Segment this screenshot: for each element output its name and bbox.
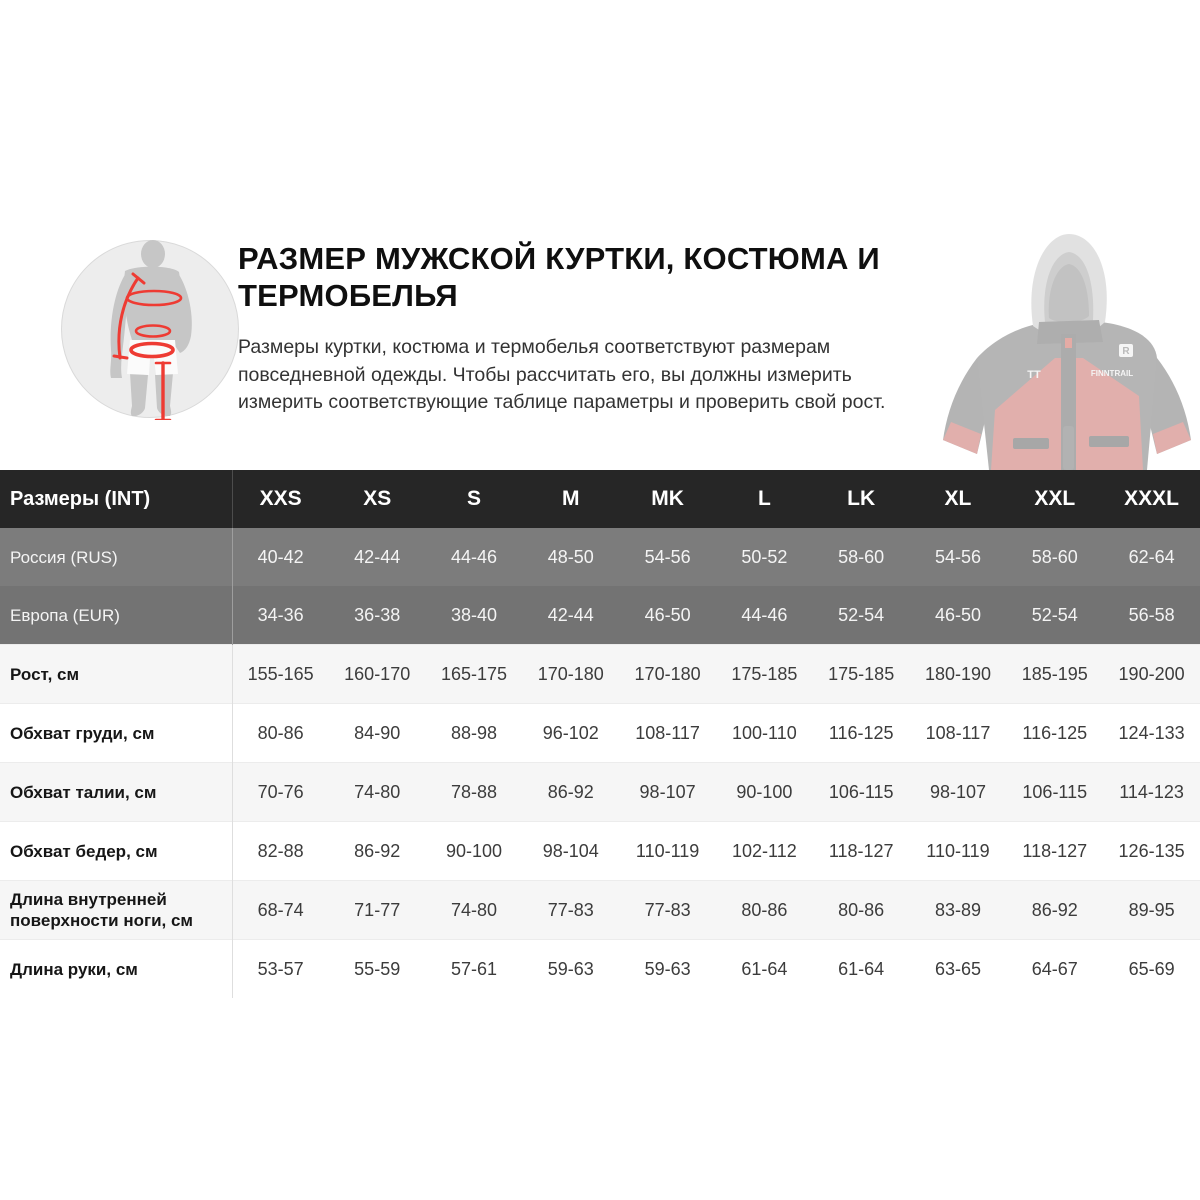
size-value-cell: 185-195 bbox=[1006, 645, 1103, 704]
size-value-cell: 106-115 bbox=[1006, 763, 1103, 822]
table-row bbox=[0, 881, 1200, 940]
size-value-cell: 61-64 bbox=[716, 940, 813, 999]
intro-description: Размеры куртки, костюма и термобелья соответствуют размерам повседневной одежды. Чтобы рассчитать его, вы должны измерить измерить соответствующие таблице параметры и проверить свой рост. bbox=[238, 336, 886, 413]
size-value-cell: 59-63 bbox=[619, 940, 716, 999]
table-row bbox=[0, 763, 1200, 822]
size-value-cell: 63-65 bbox=[910, 940, 1007, 999]
size-value-cell: 114-123 bbox=[1103, 763, 1200, 822]
size-value-cell: 126-135 bbox=[1103, 822, 1200, 881]
body-measurement-icon bbox=[60, 238, 240, 420]
size-value-cell: 62-64 bbox=[1128, 546, 1175, 567]
size-value-cell: 40-42 bbox=[257, 546, 304, 567]
size-value-cell: 96-102 bbox=[522, 704, 619, 763]
size-column-header: XXS bbox=[232, 470, 329, 528]
svg-text:R: R bbox=[1122, 346, 1130, 357]
page-title: РАЗМЕР МУЖСКОЙ КУРТКИ, КОСТЮМА И ТЕРМОБЕЛЬЯ bbox=[238, 241, 880, 313]
size-table-corner-label: Размеры (INT) bbox=[0, 470, 232, 528]
size-value-cell: 55-59 bbox=[329, 940, 426, 999]
size-value-cell: 64-67 bbox=[1006, 940, 1103, 999]
row-label: Обхват груди, см bbox=[0, 704, 232, 763]
row-label: Длина руки, см bbox=[0, 940, 232, 999]
size-value-cell: 86-92 bbox=[1006, 881, 1103, 940]
size-value-cell: 61-64 bbox=[813, 940, 910, 999]
size-value-cell: 102-112 bbox=[716, 822, 813, 881]
size-value-cell: 180-190 bbox=[910, 645, 1007, 704]
size-value-cell: 68-74 bbox=[232, 881, 329, 940]
size-value-cell: 36-38 bbox=[354, 604, 401, 625]
size-value-cell: 56-58 bbox=[1128, 604, 1175, 625]
product-jacket-image bbox=[933, 226, 1200, 470]
intro-text-block bbox=[238, 240, 938, 417]
size-column-header: MK bbox=[619, 470, 716, 528]
size-value-cell: 88-98 bbox=[426, 704, 523, 763]
size-value-cell: 58-60 bbox=[838, 546, 885, 567]
size-value-cell: 170-180 bbox=[522, 645, 619, 704]
size-table-header-row bbox=[0, 470, 1200, 528]
row-label: Европа (EUR) bbox=[0, 586, 232, 645]
size-column-header: L bbox=[716, 470, 813, 528]
row-label: Обхват талии, см bbox=[0, 763, 232, 822]
size-value-cell: 80-86 bbox=[813, 881, 910, 940]
size-value-cell: 190-200 bbox=[1103, 645, 1200, 704]
table-row bbox=[0, 704, 1200, 763]
size-value-cell: 48-50 bbox=[547, 546, 594, 567]
row-label: Длина внутренней поверхности ноги, см bbox=[0, 881, 232, 940]
size-value-cell: 70-76 bbox=[232, 763, 329, 822]
size-value-cell: 108-117 bbox=[619, 704, 716, 763]
size-value-cell: 71-77 bbox=[329, 881, 426, 940]
size-value-cell: 50-52 bbox=[741, 546, 788, 567]
size-value-cell: 54-56 bbox=[644, 546, 691, 567]
size-column-header: XL bbox=[910, 470, 1007, 528]
size-value-cell: 34-36 bbox=[257, 604, 304, 625]
size-value-cell: 80-86 bbox=[232, 704, 329, 763]
size-column-header: LK bbox=[813, 470, 910, 528]
table-row bbox=[0, 528, 1200, 586]
size-value-cell: 160-170 bbox=[329, 645, 426, 704]
jacket-brand-text: FINNTRAIL bbox=[1090, 369, 1134, 378]
size-value-cell: 116-125 bbox=[813, 704, 910, 763]
size-value-cell: 108-117 bbox=[910, 704, 1007, 763]
size-value-cell: 77-83 bbox=[619, 881, 716, 940]
table-row bbox=[0, 586, 1200, 645]
size-value-cell: 74-80 bbox=[426, 881, 523, 940]
row-label: Обхват бедер, см bbox=[0, 822, 232, 881]
size-value-cell: 46-50 bbox=[644, 604, 691, 625]
svg-text:TT: TT bbox=[1027, 369, 1041, 381]
size-column-header: M bbox=[522, 470, 619, 528]
table-row bbox=[0, 822, 1200, 881]
size-value-cell: 98-107 bbox=[619, 763, 716, 822]
size-value-cell: 100-110 bbox=[716, 704, 813, 763]
size-value-cell: 52-54 bbox=[838, 604, 885, 625]
size-value-cell: 38-40 bbox=[450, 604, 498, 625]
size-value-cell: 86-92 bbox=[329, 822, 426, 881]
size-value-cell: 90-100 bbox=[426, 822, 523, 881]
size-value-cell: 124-133 bbox=[1103, 704, 1200, 763]
size-value-cell: 98-107 bbox=[910, 763, 1007, 822]
size-table bbox=[0, 470, 1200, 998]
size-value-cell: 80-86 bbox=[716, 881, 813, 940]
size-value-cell: 90-100 bbox=[716, 763, 813, 822]
size-column-header: S bbox=[426, 470, 523, 528]
size-value-cell: 110-119 bbox=[619, 822, 716, 881]
size-value-cell: 65-69 bbox=[1103, 940, 1200, 999]
size-value-cell: 46-50 bbox=[934, 604, 981, 625]
size-value-cell: 74-80 bbox=[329, 763, 426, 822]
size-column-header: XS bbox=[329, 470, 426, 528]
size-column-header: XXL bbox=[1006, 470, 1103, 528]
size-value-cell: 175-185 bbox=[813, 645, 910, 704]
size-value-cell: 165-175 bbox=[426, 645, 523, 704]
size-column-header: XXXL bbox=[1103, 470, 1200, 528]
size-value-cell: 89-95 bbox=[1103, 881, 1200, 940]
row-label: Россия (RUS) bbox=[0, 528, 232, 586]
table-row bbox=[0, 940, 1200, 999]
size-value-cell: 78-88 bbox=[426, 763, 523, 822]
row-label: Рост, см bbox=[0, 645, 232, 704]
size-value-cell: 175-185 bbox=[716, 645, 813, 704]
size-value-cell: 58-60 bbox=[1031, 546, 1078, 567]
size-value-cell: 118-127 bbox=[1006, 822, 1103, 881]
size-value-cell: 52-54 bbox=[1031, 604, 1078, 625]
size-value-cell: 42-44 bbox=[354, 546, 401, 567]
size-value-cell: 53-57 bbox=[232, 940, 329, 999]
size-value-cell: 118-127 bbox=[813, 822, 910, 881]
size-value-cell: 59-63 bbox=[522, 940, 619, 999]
size-value-cell: 98-104 bbox=[522, 822, 619, 881]
size-value-cell: 77-83 bbox=[522, 881, 619, 940]
size-value-cell: 106-115 bbox=[813, 763, 910, 822]
size-value-cell: 155-165 bbox=[232, 645, 329, 704]
size-value-cell: 84-90 bbox=[329, 704, 426, 763]
size-value-cell: 170-180 bbox=[619, 645, 716, 704]
size-value-cell: 116-125 bbox=[1006, 704, 1103, 763]
size-value-cell: 83-89 bbox=[910, 881, 1007, 940]
size-value-cell: 57-61 bbox=[426, 940, 523, 999]
table-row bbox=[0, 645, 1200, 704]
size-value-cell: 42-44 bbox=[547, 604, 594, 625]
size-value-cell: 86-92 bbox=[522, 763, 619, 822]
size-value-cell: 110-119 bbox=[910, 822, 1007, 881]
size-value-cell: 44-46 bbox=[741, 604, 788, 625]
size-value-cell: 54-56 bbox=[934, 546, 981, 567]
size-value-cell: 82-88 bbox=[232, 822, 329, 881]
size-value-cell: 44-46 bbox=[450, 546, 498, 567]
